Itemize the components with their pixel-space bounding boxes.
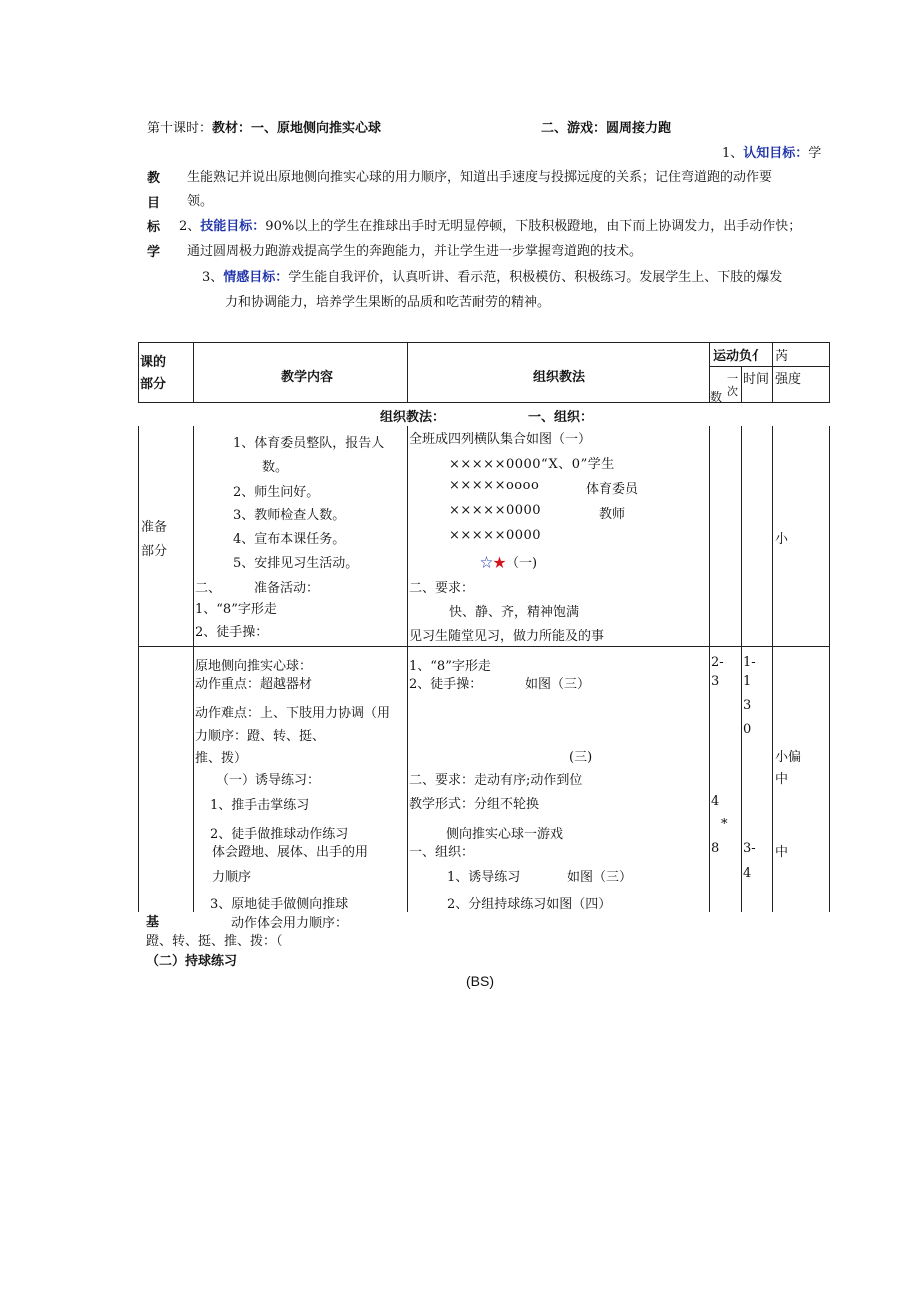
prep-req-2: 见习生随堂见习，做力所能及的事 [409, 629, 605, 644]
basic-content-5: 推、拨） [195, 751, 248, 766]
prep-part-line1: 准备 [141, 520, 168, 535]
basic-part-char: 基 [146, 915, 160, 930]
head-method: 组织教法 [533, 370, 586, 385]
prep-req-title: 二、要求： [409, 581, 475, 596]
cog-num: 1、 [722, 146, 744, 161]
count-3: 4 [711, 794, 720, 809]
basic-method-10: 如图（三） [567, 870, 633, 885]
basic-content-3: 动作难点：上、下肢用力协调（用 [195, 706, 391, 721]
basic-content-9: 体会蹬地、展体、出手的用 [212, 845, 369, 860]
count-4: * [721, 817, 728, 832]
basic-content-11: 3、原地徒手做侧向推球 [210, 897, 349, 912]
formation-row-2: ×××××oooo [449, 478, 540, 493]
count-2: 3 [711, 674, 720, 689]
basic-method-1: 1、“8”字形走 [409, 659, 491, 674]
basic-method-7: 侧向推实心球一游戏 [446, 827, 564, 842]
footer-cont: 动作体会用力顺序： [231, 916, 349, 931]
basic-content-1: 原地侧向推实心球： [195, 659, 313, 674]
prep-intensity: 小 [775, 532, 789, 547]
head-part-line1: 课的 [140, 355, 167, 370]
material-title: 教材：一、原地侧向推实心球 [212, 121, 382, 136]
prep-org-title: 全班成四列横队集合如图（一） [409, 432, 592, 447]
head-load-tail: 芮 [775, 349, 789, 364]
basic-method-11: 2、分组持球练习如图（四） [447, 897, 612, 912]
footer-practice: （二）持球练习 [146, 954, 238, 969]
basic-method-4: (三) [569, 750, 593, 765]
basic-method-3: 如图（三） [525, 677, 591, 692]
teacher-star-icon: ★ [493, 556, 507, 571]
head-count-b: 一次 [727, 372, 738, 398]
basic-content-6: （一）诱导练习： [216, 773, 321, 788]
head-part-line2: 部分 [140, 377, 167, 392]
prep-item-1: 1、体育委员整队，报告人 [233, 436, 385, 451]
emo-label: 情感目标： [223, 270, 289, 285]
time-2: 1 [743, 674, 752, 689]
student-star-icon: ☆ [480, 556, 494, 571]
time-6: 4 [743, 866, 752, 881]
basic-method-2: 2、徒手操： [409, 677, 483, 692]
footer-code: (BS) [466, 973, 494, 989]
count-5: 8 [711, 841, 720, 856]
side-char-2: 目 [147, 196, 161, 211]
basic-method-8: 一、组织： [409, 845, 475, 860]
prep-item-4: 4、宣布本课任务。 [233, 532, 346, 547]
basic-intensity-1: 小偏 [775, 750, 802, 765]
subtitle-left: 组织教法： [380, 410, 446, 425]
emo-line2: 力和协调能力，培养学生果断的品质和吃苦耐劳的精神。 [225, 295, 551, 310]
label-committee: 体育委员 [586, 482, 639, 497]
subtitle-right: 一、组织： [528, 410, 594, 425]
skill-text: 90%以上的学生在推球出手时无明显停顿，下肢积极蹬地，由下而上协调发力，出手动作快； [265, 219, 802, 234]
game-title: 二、游戏：圆周接力跑 [541, 121, 672, 136]
basic-intensity-3: 中 [775, 845, 789, 860]
basic-method-5: 二、要求：走动有序;动作到位 [409, 773, 583, 788]
prep-activity-2: 2、徒手操： [195, 625, 269, 640]
time-1: 1- [743, 655, 756, 670]
basic-intensity-2: 中 [775, 772, 789, 787]
prep-item-5: 5、安排见习生活动。 [233, 556, 359, 571]
basic-content-4: 力顺序：蹬、转、挺、 [195, 729, 326, 744]
formation-row-3: ×××××0000 [449, 503, 542, 518]
head-intensity: 强度 [775, 372, 802, 387]
head-time: 时间 [743, 372, 770, 387]
basic-method-6: 教学形式：分组不轮换 [409, 797, 540, 812]
skill-line2: 通过圆周极力跑游戏提高学生的奔跑能力，并让学生进一步掌握弯道跑的技术。 [187, 244, 643, 259]
count-1: 2- [711, 655, 724, 670]
prep-req-1: 快、静、齐，精神饱满 [449, 605, 580, 620]
formation-row-1: ×××××0000“X、0”学生 [449, 457, 615, 472]
emo-text: 学生能自我评价，认真听讲、看示范，积极模仿、积极练习。发展学生上、下肢的爆发 [288, 270, 783, 285]
lesson-label: 第十课时： [147, 121, 213, 136]
cog-label: 认知目标： [743, 146, 809, 161]
side-char-4: 学 [147, 245, 161, 260]
basic-content-8: 2、徒手做推球动作练习 [210, 827, 349, 842]
footer-seq: 蹬、转、挺、推、拨：（ [146, 934, 283, 949]
prep-part-line2: 部分 [141, 544, 168, 559]
prep-activity-a: 二、 [195, 581, 222, 596]
prep-item-1b: 数。 [262, 460, 289, 475]
head-count-a: 数 [710, 390, 723, 404]
head-content: 教学内容 [281, 370, 334, 385]
label-teacher: 教师 [599, 507, 626, 522]
formation-row-4: ×××××0000 [449, 528, 542, 543]
side-char-1: 教 [147, 171, 161, 186]
cog-line3: 领。 [187, 194, 214, 209]
prep-activity-b: 准备活动： [254, 581, 320, 596]
cog-line2: 生能熟记并说出原地侧向推实心球的用力顺序，知道出手速度与投掷远度的关系；记住弯道跑的动作要 [187, 170, 773, 185]
emo-num: 3、 [202, 270, 224, 285]
time-5: 3- [743, 841, 756, 856]
prep-item-3: 3、教师检查人数。 [233, 508, 346, 523]
side-char-3: 标 [147, 220, 161, 235]
basic-content-10: 力顺序 [212, 870, 252, 885]
basic-method-9: 1、诱导练习 [447, 870, 521, 885]
skill-label: 技能目标： [200, 219, 266, 234]
skill-num: 2、 [179, 219, 201, 234]
figure-label: （一) [506, 556, 538, 571]
prep-activity-1: 1、“8”字形走 [195, 602, 277, 617]
cog-tail: 学 [808, 146, 822, 161]
time-3: 3 [743, 698, 752, 713]
time-4: 0 [743, 722, 752, 737]
prep-item-2: 2、师生问好。 [233, 485, 320, 500]
basic-content-7: 1、推手击掌练习 [210, 798, 310, 813]
basic-content-2: 动作重点：超越器材 [195, 677, 313, 692]
head-load: 运动负亻 [713, 349, 766, 364]
